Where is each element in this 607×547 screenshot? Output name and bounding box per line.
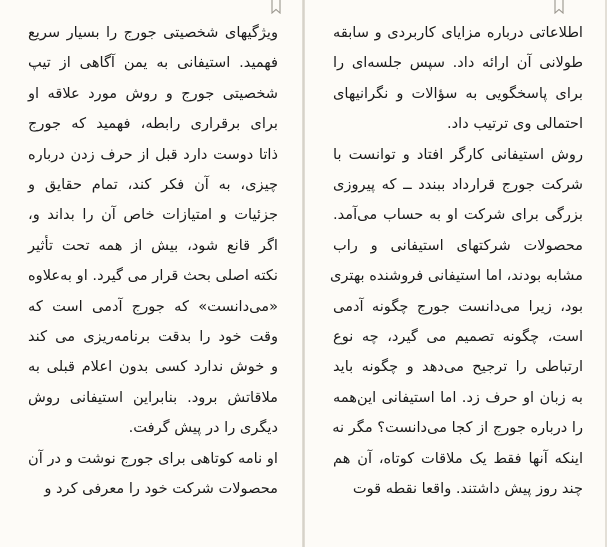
bookmark-icon[interactable] [554,0,564,14]
text-line: شخصیتی جورج و روش مورد علاقه او [28,84,278,102]
text-line: ارتباطی را ترجیح می‌دهد و چگونه باید [333,358,583,376]
text-line: محصولات شرکت خود را معرفی کرد و [44,480,278,498]
text-line: برای برقراری رابطه، فهمید که جورج [28,115,278,133]
right-page-text [329,18,583,505]
text-line: ذاتا دوست دارد قبل از حرف زدن درباره [28,145,278,163]
text-line: ویژگیهای شخصیتی جورج را بسیار سریع [28,24,278,41]
text-line: دیگری را در پیش گرفت. [128,419,278,437]
left-page-text [28,18,278,505]
text-line: است، چگونه تصمیم می گیرد، چه نوع [333,328,583,346]
text-line: بزرگی برای شرکت او به حساب می‌آمد. [333,206,583,224]
text-line: فهمید. استیفانی به یمن آگاهی از تیپ [28,54,278,72]
text-line: را درباره جورج از کجا می‌دانست؟ مگر نه [332,419,583,437]
text-line: نکته اصلی بحث قرار می گیرد. او به‌علاوه [28,267,278,285]
text-line: جزئیات و امتیازات خاص آن را بداند و، [28,206,278,224]
text-line: ملاقاتش برود. بنابراین استیفانی روش [28,388,278,406]
text-line: و خوش ندارد کسی بدون اعلام قبلی به [28,358,278,376]
text-line: محصولات شرکتهای استیفانی و راب [333,236,583,254]
text-line: به زبان او حرف زد. اما استیفانی این‌همه [333,388,583,406]
text-line: او نامه کوتاهی برای جورج نوشت و در آن [28,449,278,467]
right-page [305,0,607,547]
text-line: چیزی، به آن فکر کند، تمام حقایق و [28,176,278,194]
text-line: شرکت جورج قرارداد ببندد ــ که پیروزی [333,176,583,194]
text-line: چند روز پیش داشتند. واقعا نقطه قوت [352,480,583,498]
left-page [0,0,302,547]
text-line: بود، زیرا می‌دانست جورج چگونه آدمی [333,297,583,315]
bookmark-icon[interactable] [271,0,281,14]
text-line: اینکه آنها فقط یک ملاقات کوتاه، آن هم [333,449,583,467]
text-line: مشابه بودند، اما استیفانی فروشنده بهتری [329,267,583,285]
text-line: اگر قانع شود، بیش از همه تحت تأثیر [28,236,278,254]
text-line: روش استیفانی کارگر افتاد و توانست با [333,145,583,163]
text-line: برای پاسخگویی به سؤالات و نگرانیهای [333,84,583,102]
text-line: «می‌دانست» که جورج آدمی است که [28,297,278,315]
text-line: وقت خود را بدقت برنامه‌ریزی می کند [28,328,278,346]
text-line: احتمالی وی ترتیب داد. [447,115,583,133]
text-line: اطلاعاتی درباره مزایای کاربردی و سابقه [333,24,583,41]
text-line: طولانی آن ارائه داد. سپس جلسه‌ای را [333,54,583,72]
